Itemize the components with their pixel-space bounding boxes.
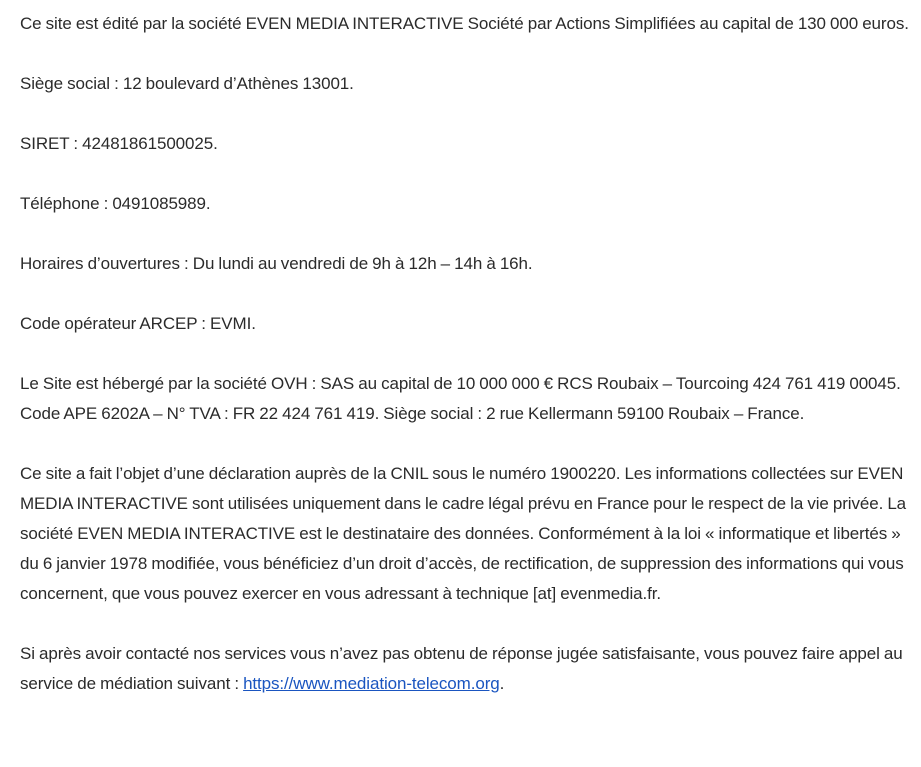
mediation-paragraph [20, 639, 912, 699]
publisher-paragraph: Ce site est édité par la société EVEN MEDIA INTERACTIVE Société par Actions Simplifiées au capital de 130 000 euros. [20, 14, 909, 33]
opening-hours-paragraph: Horaires d’ouvertures : Du lundi au vendredi de 9h à 12h – 14h à 16h. [20, 254, 533, 273]
mediation-link[interactable]: https://www.mediation-telecom.org [243, 674, 500, 693]
mediation-text: Si après avoir contacté nos services vous n’avez pas obtenu de réponse jugée satisfaisante, vous pouvez faire appel au service de médiation suivant : [20, 644, 903, 693]
mediation-suffix: . [499, 674, 505, 693]
head-office-paragraph: Siège social : 12 boulevard d’Athènes 13001. [20, 74, 354, 93]
siret-paragraph: SIRET : 42481861500025. [20, 134, 218, 153]
phone-paragraph: Téléphone : 0491085989. [20, 194, 211, 213]
hosting-paragraph: Le Site est hébergé par la société OVH : SAS au capital de 10 000 000 € RCS Roubaix – Tourcoing 424 761 419 00045. Code APE 6202A – N° TVA : FR 22 424 761 419. Siège social : 2 rue Kellermann 59100 Roubaix – France. [20, 374, 901, 423]
arcep-code-paragraph: Code opérateur ARCEP : EVMI. [20, 314, 256, 333]
legal-notice [20, 9, 912, 699]
cnil-paragraph: Ce site a fait l’objet d’une déclaration auprès de la CNIL sous le numéro 1900220. Les informations collectées sur EVEN MEDIA INTERACTIVE sont utilisées uniquement dans le cadre légal prévu en France pour le respect de la vie privée. La société EVEN MEDIA INTERACTIVE est le destinataire des données. Conformément à la loi « informatique et libertés » du 6 janvier 1978 modifiée, vous bénéficiez d’un droit d’accès, de rectification, de suppression des informations qui vous concernent, que vous pouvez exercer en vous adressant à technique [at] evenmedia.fr. [20, 464, 907, 603]
